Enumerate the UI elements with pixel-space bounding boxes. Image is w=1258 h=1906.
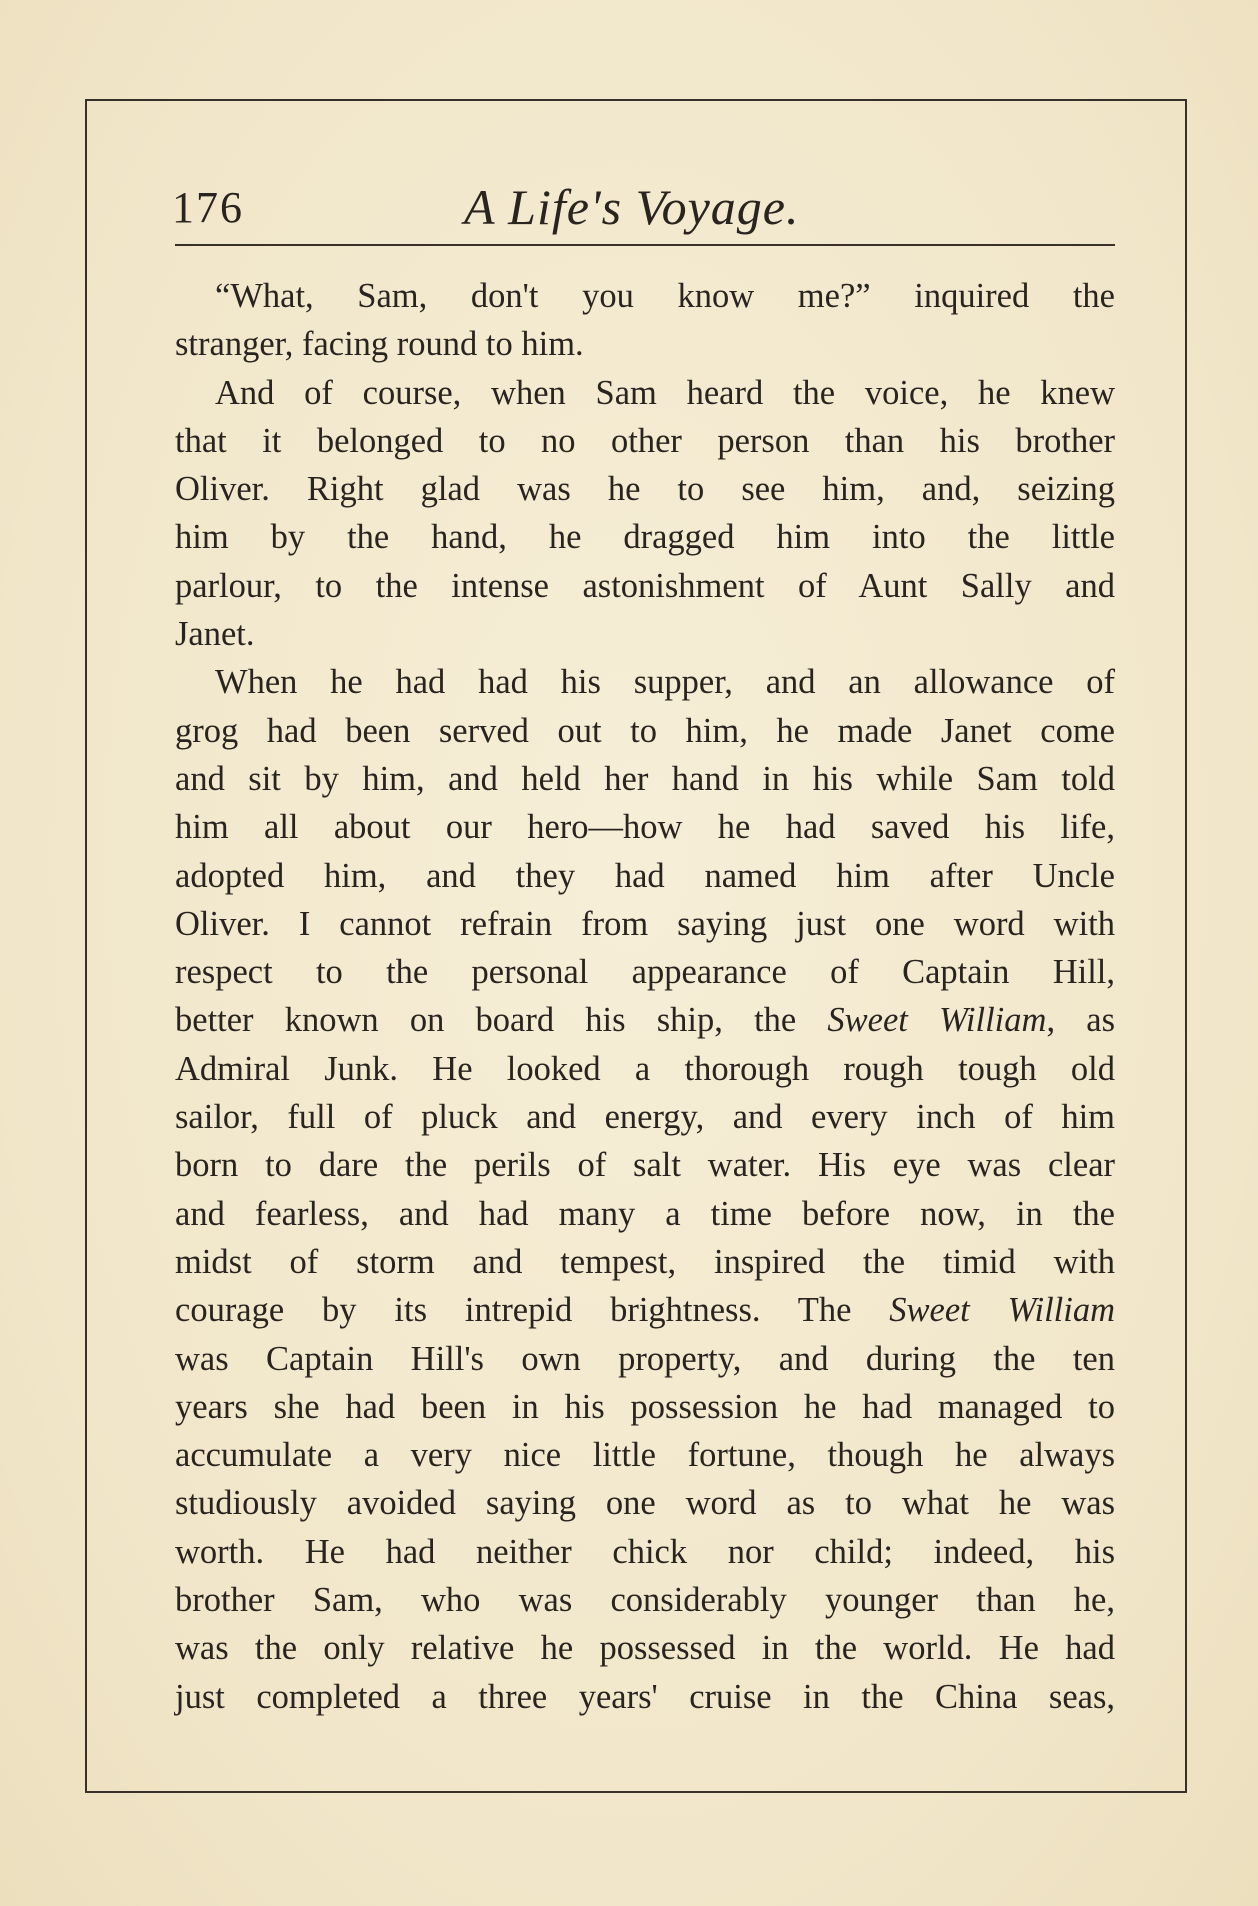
text-line: respect to the personal appearance of Captain Hill, [175,953,1115,992]
text-line: And of course, when Sam heard the voice, he knew [215,373,1115,412]
text-line: sailor, full of pluck and energy, and every inch of him [175,1098,1115,1137]
page-header [172,178,1114,248]
text-line: him by the hand, he dragged him into the little [175,518,1115,557]
text-line: courage by its intrepid brightness. The Sweet William [175,1291,1115,1330]
text-line: Janet. [175,615,255,654]
text-line: him all about our hero—how he had saved his life, [175,808,1115,847]
text-line: When he had had his supper, and an allowance of [215,663,1115,702]
header-rule [175,244,1115,246]
text-line: “What, Sam, don't you know me?” inquired the [215,277,1115,315]
text-line: studiously avoided saying one word as to what he was [175,1484,1115,1523]
text-line: stranger, facing round to him. [175,325,584,364]
text-line: just completed a three years' cruise in the China seas, [175,1677,1115,1716]
text-line: midst of storm and tempest, inspired the timid with [175,1242,1115,1281]
text-line: Oliver. Right glad was he to see him, and, seizing [175,470,1115,509]
text-line: and fearless, and had many a time before now, in the [175,1194,1115,1233]
text-line: Admiral Junk. He looked a thorough rough tough old [175,1049,1115,1088]
text-line: and sit by him, and held her hand in his while Sam told [175,759,1115,798]
text-line: accumulate a very nice little fortune, though he always [175,1436,1115,1475]
text-line: better known on board his ship, the Sweet William, as [175,1001,1115,1040]
text-line: adopted him, and they had named him after Uncle [175,856,1115,895]
text-line: was Captain Hill's own property, and during the ten [175,1339,1115,1378]
text-line: born to dare the perils of salt water. His eye was clear [175,1146,1115,1185]
text-line: that it belonged to no other person than his brother [175,421,1115,460]
text-line: brother Sam, who was considerably younger than he, [175,1581,1115,1620]
text-line: Oliver. I cannot refrain from saying just one word with [175,904,1115,943]
text-line: worth. He had neither chick nor child; indeed, his [175,1532,1115,1571]
page-number: 176 [172,183,244,232]
text-line: was the only relative he possessed in the world. He had [175,1629,1115,1668]
text-line: parlour, to the intense astonishment of Aunt Sally and [175,566,1115,605]
body-text [175,272,1115,1721]
text-line: years she had been in his possession he had managed to [175,1387,1115,1426]
text-line: grog had been served out to him, he made Janet come [175,711,1115,750]
running-title: A Life's Voyage. [464,179,800,235]
